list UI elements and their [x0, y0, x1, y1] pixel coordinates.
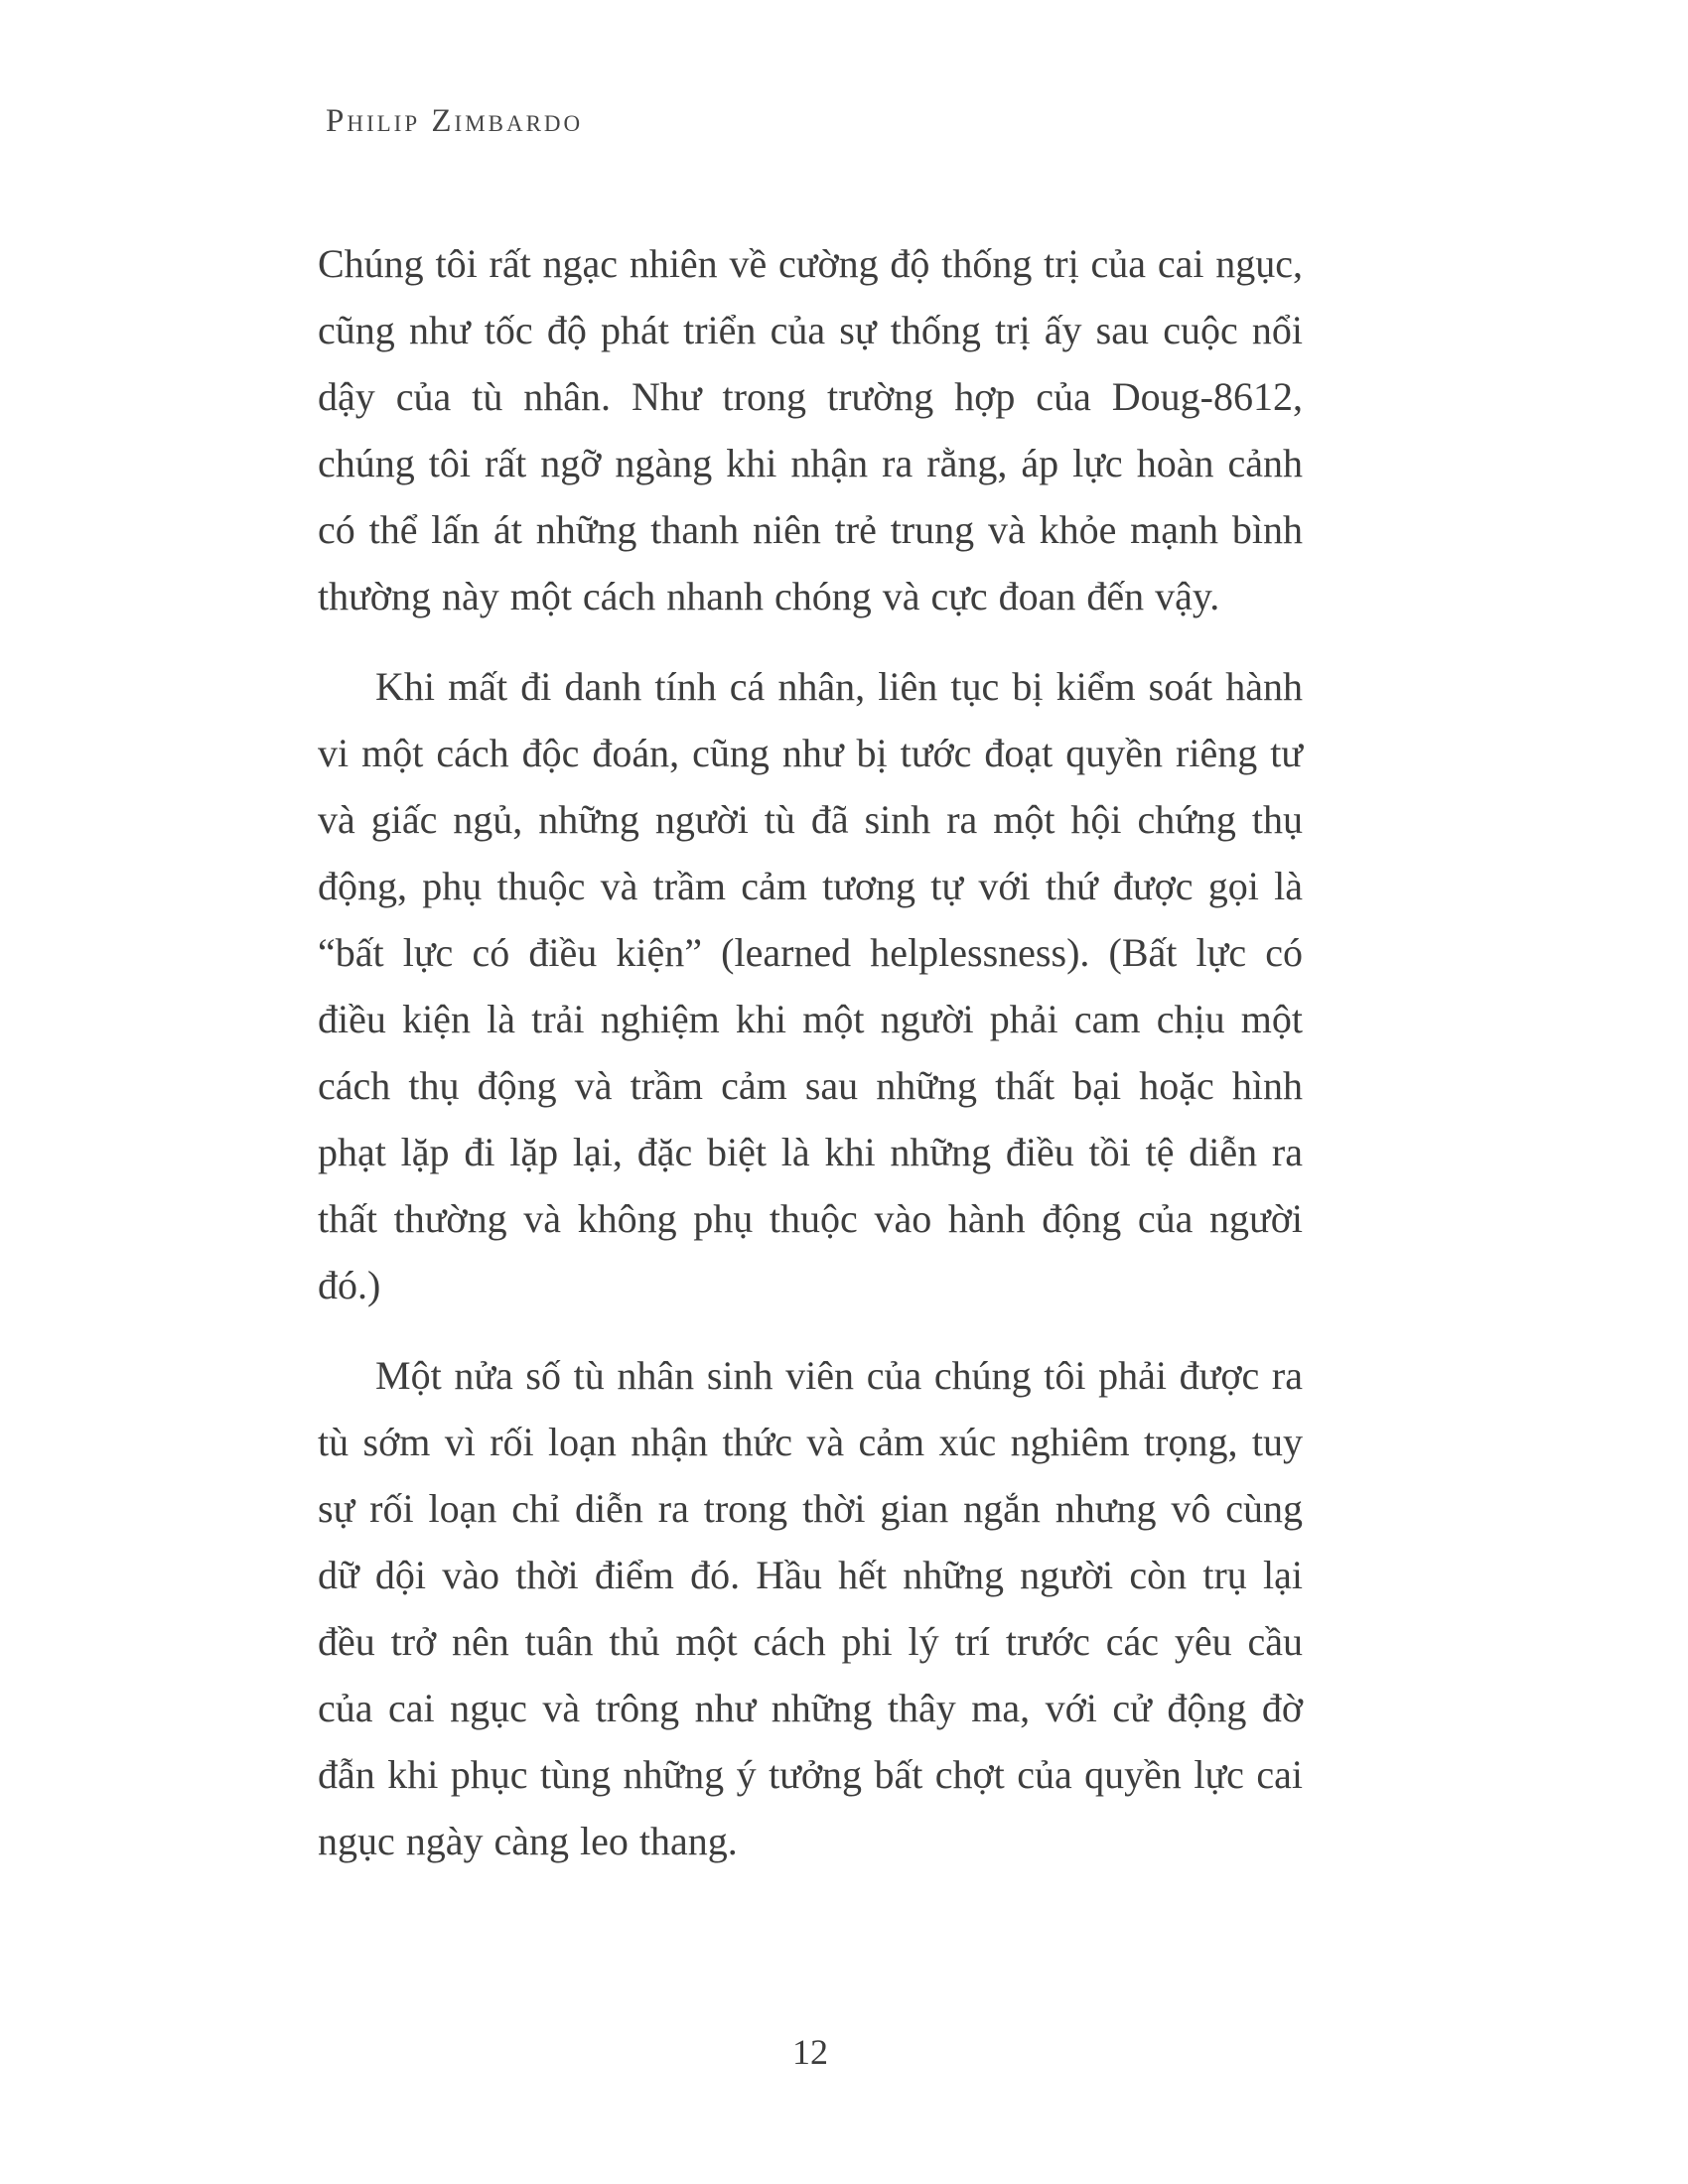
- paragraph: Chúng tôi rất ngạc nhiên về cường độ thống trị của cai ngục, cũng như tốc độ phát triển của sự thống trị ấy sau cuộc nổi dậy của tù nhân. Như trong trường hợp của Doug-8612, chúng tôi rất ngỡ ngàng khi nhận ra rằng, áp lực hoàn cảnh có thể lấn át những thanh niên trẻ trung và khỏe mạnh bình thường này một cách nhanh chóng và cực đoan đến vậy.: [318, 241, 1303, 618]
- page-number: 12: [792, 2032, 828, 2072]
- running-header: Philip Zimbardo: [326, 103, 584, 139]
- body-text: [318, 230, 1303, 1898]
- paragraph: Một nửa số tù nhân sinh viên của chúng tôi phải được ra tù sớm vì rối loạn nhận thức và cảm xúc nghiêm trọng, tuy sự rối loạn chỉ diễn ra trong thời gian ngắn nhưng vô cùng dữ dội vào thời điểm đó. Hầu hết những người còn trụ lại đều trở nên tuân thủ một cách phi lý trí trước các yêu cầu của cai ngục và trông như những thây ma, với cử động đờ đẫn khi phục tùng những ý tưởng bất chợt của quyền lực cai ngục ngày càng leo thang.: [318, 1353, 1303, 1863]
- paragraph: Khi mất đi danh tính cá nhân, liên tục bị kiểm soát hành vi một cách độc đoán, cũng như bị tước đoạt quyền riêng tư và giấc ngủ, những người tù đã sinh ra một hội chứng thụ động, phụ thuộc và trầm cảm tương tự với thứ được gọi là “bất lực có điều kiện” (learned helplessness). (Bất lực có điều kiện là trải nghiệm khi một người phải cam chịu một cách thụ động và trầm cảm sau những thất bại hoặc hình phạt lặp đi lặp lại, đặc biệt là khi những điều tồi tệ diễn ra thất thường và không phụ thuộc vào hành động của người đó.): [318, 664, 1303, 1307]
